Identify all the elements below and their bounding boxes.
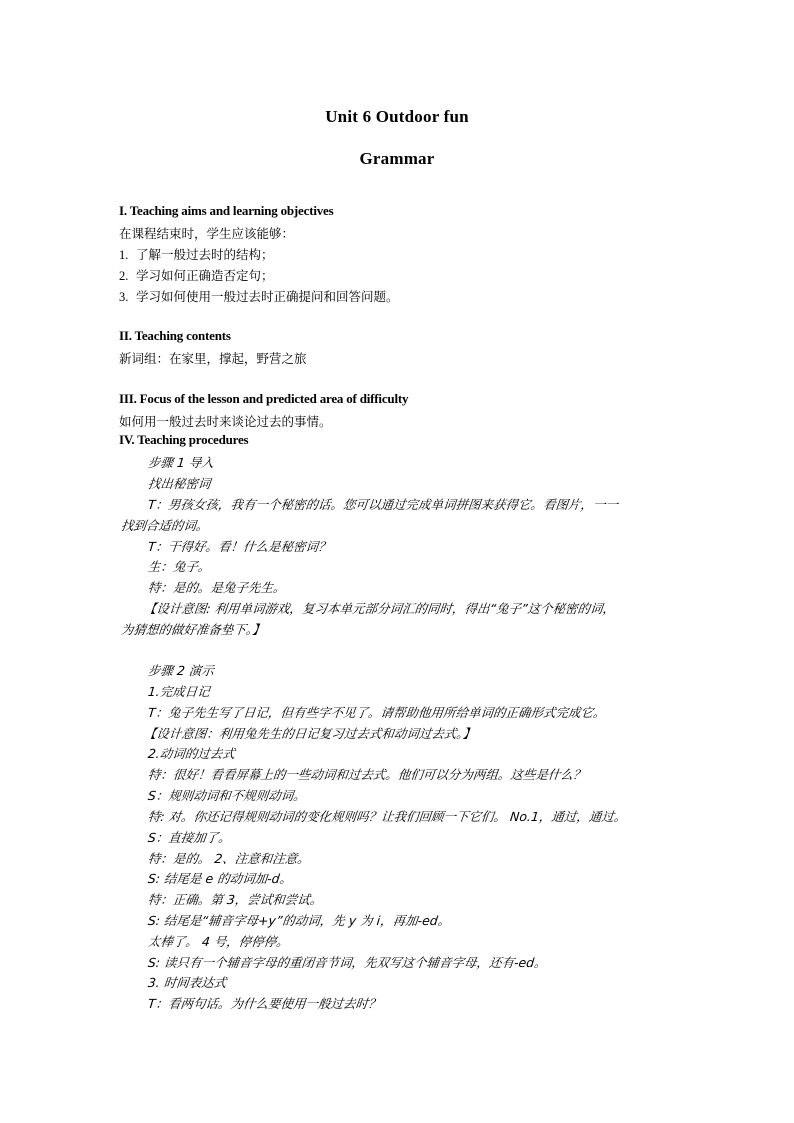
procedure-line: S: 读只有一个辅音字母的重闭音节词，先双写这个辅音字母，还有-ed。: [147, 955, 548, 970]
procedure-line: T：男孩女孩，我有一个秘密的话。您可以通过完成单词拼图来获得它。看图片，一一: [147, 497, 619, 512]
procedure-line: 3. 时间表达式: [147, 975, 228, 990]
design-intent-note: 为猜想的做好准备垫下。】: [120, 622, 266, 637]
procedure-line: 太棒了。 4 号，停停停。: [147, 934, 290, 949]
procedure-line: T：兔子先生写了日记，但有些字不见了。请帮助他用所给单词的正确形式完成它。: [147, 705, 607, 720]
procedure-line: 生：兔子。: [147, 559, 212, 574]
aims-item: [119, 287, 399, 305]
aims-item-number: 3.: [119, 290, 129, 304]
procedure-line: S：规则动词和不规则动词。: [147, 788, 307, 803]
procedure-line: S：直接加了。: [147, 830, 232, 845]
procedure-line: S: 结尾是“辅音字母+y”的动词，先 y 为 i，再加-ed。: [147, 913, 452, 928]
aims-item-number: 2.: [119, 269, 129, 283]
aims-item: [119, 245, 274, 263]
design-intent-note: 【设计意图：利用兔先生的日记复习过去式和动词过去式。】: [143, 726, 477, 741]
procedure-line: 特：正确。第 3，尝试和尝试。: [147, 892, 324, 907]
procedure-line: 特: 对。你还记得规则动词的变化规则吗？让我们回顾一下它们。 No.1，通过，通过。: [147, 809, 628, 824]
aims-item-text: 学习如何正确造否定句；: [136, 268, 274, 283]
document-title: Unit 6 Outdoor fun: [325, 107, 469, 126]
procedure-line: 2.动词的过去式: [147, 746, 236, 761]
procedure-line: 找到合适的词。: [120, 518, 210, 533]
procedure-line: T：干得好。看！什么是秘密词？: [147, 539, 332, 554]
procedure-line: 特：很好！看看屏幕上的一些动词和过去式。他们可以分为两组。这些是什么？: [147, 767, 587, 782]
procedure-line: 特：是的。是兔子先生。: [147, 580, 287, 595]
section-heading-focus: III. Focus of the lesson and predicted area of difficulty: [119, 391, 409, 406]
aims-item: [119, 266, 274, 284]
procedure-step-heading: 步骤 1 导入: [147, 455, 215, 470]
focus-text: 如何用一般过去时来谈论过去的事情。: [119, 414, 332, 429]
design-intent-note: 【设计意图: 利用单词游戏，复习本单元部分词汇的同时，得出“兔子”这个秘密的词，: [143, 601, 616, 616]
aims-item-text: 学习如何使用一般过去时正确提问和回答问题。: [136, 289, 399, 304]
section-heading-aims: I. Teaching aims and learning objectives: [119, 203, 334, 218]
aims-item-text: 了解一般过去时的结构；: [136, 247, 274, 262]
procedure-line: 1.完成日记: [147, 684, 211, 699]
aims-intro: 在课程结束时，学生应该能够：: [119, 226, 295, 241]
contents-text: 新词组：在家里，撑起，野营之旅: [119, 351, 307, 366]
document-subtitle: Grammar: [359, 149, 435, 168]
section-heading-contents: II. Teaching contents: [119, 328, 231, 343]
procedure-step-heading: 步骤 2 演示: [147, 663, 215, 678]
section-heading-procedures: IV. Teaching procedures: [119, 432, 249, 447]
procedure-line: 特：是的。 2、注意和注意。: [147, 851, 311, 866]
procedure-line: T：看两句话。为什么要使用一般过去时？: [147, 996, 382, 1011]
procedure-line: S: 结尾是 e 的动词加-d。: [147, 871, 293, 886]
procedure-line: 找出秘密词: [147, 476, 212, 491]
aims-item-number: 1.: [119, 248, 129, 262]
